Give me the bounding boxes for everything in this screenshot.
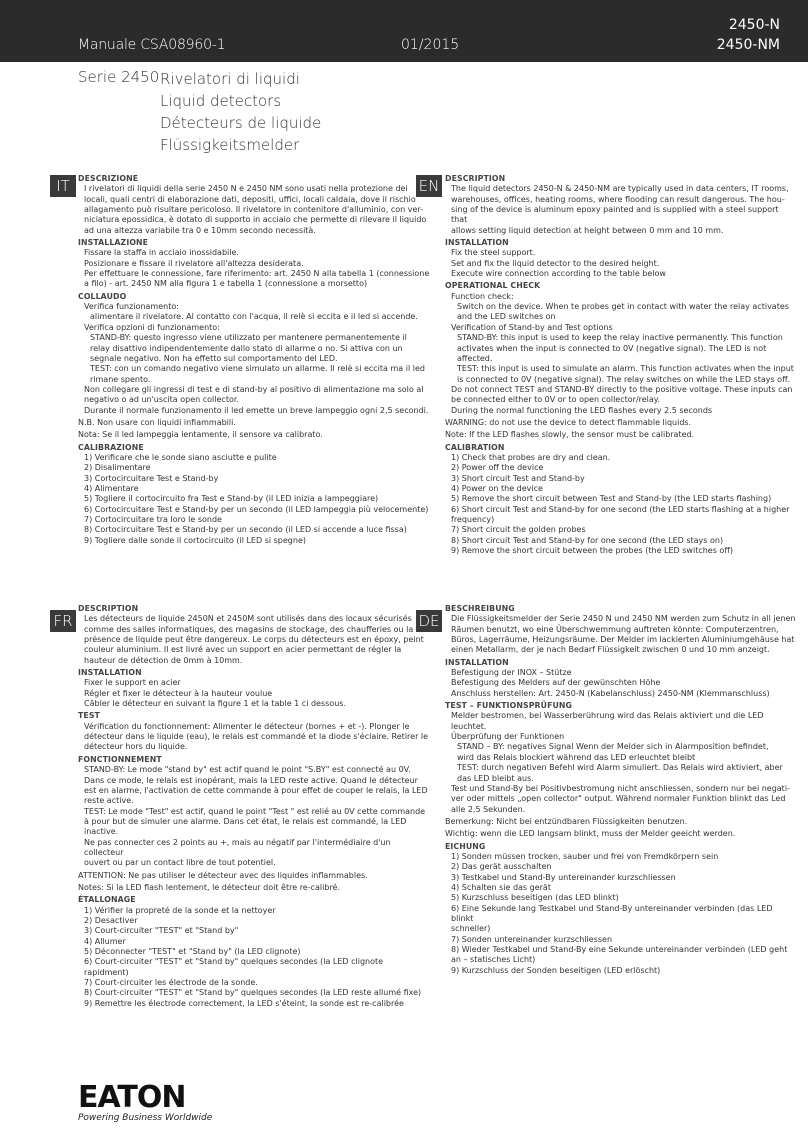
text-line: inactive.	[84, 827, 119, 837]
text-line: schneller)	[451, 924, 491, 934]
section-heading: TEST	[78, 711, 100, 721]
text-line: 9) Togliere dalle sonde il cortocircuito (il LED si spegne)	[84, 535, 306, 545]
section-heading: FONCTIONNEMENT	[78, 754, 162, 764]
text-line: Verifica funzionamento:	[84, 302, 179, 312]
text-line: Nota: Se il led lampeggia lentamente, il sensore va calibrato.	[78, 430, 323, 440]
text-line: Per effettuare le connessione, fare riferimento: art. 2450 N alla tabella 1 (connessione	[84, 269, 430, 279]
text-line: an – statisches Licht)	[451, 955, 536, 965]
text-line: comme des salles informatiques, des magasins de stockage, des chaufferies ou la	[84, 624, 414, 634]
section-heading: BESCHREIBUNG	[445, 604, 515, 613]
text-line: Befestigung der INOX – Stütze	[451, 668, 572, 678]
text-line: détecteur dans le liquide (eau), le relais est commandé et la diode s'éclaire. Retirer le	[84, 732, 429, 742]
section-heading: OPERATIONAL CHECK	[445, 281, 541, 291]
brand-wordmark: EATON	[78, 1080, 186, 1115]
section-heading: EICHUNG	[445, 841, 486, 851]
text-line: Fissare la staffa in acciaio inossidabile.	[84, 248, 239, 258]
text-line: hauteur de détection de 0mm à 10mm.	[84, 655, 243, 665]
section-heading: INSTALLATION	[445, 657, 509, 667]
text-line: wird das Relais blockiert während das LED erleuchtet bleibt	[457, 752, 696, 762]
text-line: einen Metallarm, der je nach Bedarf Flüssigkeit zwischen 0 und 10 mm anzeigt.	[451, 645, 770, 655]
section-heading: INSTALLATION	[78, 668, 142, 678]
text-line: 4) Alimentare	[84, 483, 139, 493]
section-heading: COLLAUDO	[78, 291, 127, 301]
section-heading: ÉTALLONAGE	[78, 895, 136, 905]
text-line: Câbler le détecteur en suivant la figure 1 et la table 1 ci dessous.	[84, 699, 346, 709]
text-line: alle 2,5 Sekunden.	[451, 804, 526, 814]
text-line: 4) Allumer	[84, 936, 126, 946]
text-line: a filo) - art. 2450 NM alla figura 1 e tabella 1 (connessione a morsetto)	[84, 279, 368, 289]
text-line: Melder bestromen, bei Wasserberührung wird das Relais aktiviert und die LED	[451, 711, 764, 721]
text-line: STAND – BY: negatives Signal Wenn der Melder sich in Alarmposition befindet,	[457, 742, 769, 752]
text-line: rapidment)	[84, 967, 129, 977]
text-line: 6) Court-circuiter "TEST" et "Stand by" quelques secondes (la LED clignote	[84, 957, 384, 967]
text-line: Überprüfung der Funktionen	[451, 732, 565, 742]
text-line: negativo o ad un'uscita open collector.	[84, 395, 239, 405]
text-line: 7) Court-circuiter les électrode de la sonde.	[84, 978, 258, 988]
text-line: 3) Testkabel und Stand-By untereinander kurzschliessen	[451, 872, 676, 882]
text-line: The liquid detectors 2450-N & 2450-NM are typically used in data centers, IT rooms,	[451, 184, 789, 194]
text-line: Verifica opzioni di funzionamento:	[84, 322, 220, 332]
section-en	[445, 174, 797, 556]
text-line: Ne pas connecter ces 2 points au +, mais au négatif par l'intermédiaire d'un collecteur	[84, 837, 391, 857]
text-line: Räumen benutzt, wo eine Überschwemmung auftreten könnte: Computerzentren,	[451, 624, 779, 634]
text-line: couleur aluminium. Il est livré avec un support en acier permettant de régler la	[84, 645, 402, 655]
text-line: 5) Déconnecter "TEST" et "Stand by" (la LED clignote)	[84, 947, 301, 956]
text-line: STAND-BY: questo ingresso viene utilizzato per mantenere permanentemente il	[90, 333, 407, 343]
text-line: 3) Cortocircuitare Test e Stand-by	[84, 473, 219, 483]
text-line: à pour but de simuler une alarme. Dans cet état, le relais est commandé, la LED	[84, 816, 407, 826]
lang-tag-de: DE	[416, 610, 442, 632]
text-line: reste active.	[84, 796, 134, 806]
text-line: 2) Power off the device	[451, 463, 544, 473]
text-line: TEST: con un comando negativo viene simulato un allarme. Il relè si eccita ma il led	[90, 364, 425, 374]
text-line: is connected to 0V (negative signal). The relay switches on while the LED stays off.	[457, 374, 791, 384]
text-line: TEST: durch negativen Befehl wird Alarm simuliert. Das Relais wird aktiviert, aber	[457, 763, 783, 773]
text-line: Wichtig: wenn die LED langsam blinkt, muss der Melder geeicht werden.	[445, 829, 736, 839]
text-line: TEST: Le mode "Test" est actif, quand le point "Test " est relié au 0V cette commande	[84, 806, 426, 816]
text-line: Fix the steel support.	[451, 248, 536, 258]
text-line: 7) Cortocircuitare tra loro le sonde	[84, 515, 222, 524]
text-line: Function check:	[451, 291, 514, 301]
text-line: Bemerkung: Nicht bei entzündbaren Flüssigkeiten benutzen.	[445, 816, 688, 826]
section-fr	[78, 604, 430, 1009]
text-line: présence de liquide peut être dangereux. Le corps du détecteurs est en époxy, peint	[84, 635, 424, 645]
section-heading: INSTALLATION	[445, 238, 509, 248]
title-en: Liquid detectors	[160, 92, 282, 110]
title-fr: Détecteurs de liquide	[160, 114, 322, 132]
text-line: 4) Schalten sie das gerät	[451, 882, 551, 892]
section-heading: TEST – FUNKTIONSPRÜFUNG	[445, 701, 573, 711]
text-line: 9) Remove the short circuit between the probes (the LED switches off)	[451, 546, 733, 556]
text-line: frequency)	[451, 515, 495, 524]
text-line: 5) Remove the short circuit between Test and Stand-by (the LED starts flashing)	[451, 494, 772, 504]
text-line: affected.	[457, 353, 493, 363]
text-line: N.B. Non usare con liquidi infiammabili.	[78, 417, 236, 427]
text-line: 8) Court-circuiter "TEST" et "Stand by" quelques secondes (la LED reste allumé fixe)	[84, 988, 422, 998]
text-line: 8) Cortocircuitare Test e Stand-by per un secondo (il LED si accende a luce fissa)	[84, 525, 407, 535]
section-it	[78, 174, 430, 546]
text-line: 2) Disalimentare	[84, 463, 151, 473]
text-line: relay disattivo indipendentemente dallo stato di allarme o no. Si attiva con un	[90, 343, 403, 353]
text-line: sing of the device is aluminum epoxy painted and is supplied with a steel support that	[451, 205, 779, 225]
text-line: Dans ce mode, le relais est inopérant, mais la LED reste active. Quand le détecteur	[84, 775, 418, 785]
text-line: During the normal functioning the LED flashes every 2.5 seconds	[451, 405, 713, 415]
brand-tagline: Powering Business Worldwide	[78, 1113, 213, 1123]
text-line: allagamento può risultare pericoloso. Il rivelatore in contenitore d'alluminio, con ver-	[84, 205, 424, 215]
text-line: 7) Short circuit the golden probes	[451, 525, 586, 535]
title-block	[160, 68, 321, 156]
header-bar	[0, 0, 808, 62]
text-line: allows setting liquid detection at height between 0 mm and 10 mm.	[451, 225, 724, 235]
text-line: Notes: Si la LED flash lentement, le détecteur doit être re-calibré.	[78, 882, 341, 892]
publication-date: 01/2015	[401, 37, 460, 53]
text-line: locali, quali centri di elaborazione dati, depositi, uffici, locali caldaia, dove il rischio	[84, 194, 416, 204]
lang-tag-it: IT	[50, 175, 76, 197]
text-line: Büros, Lagerräume, Heizungsräume. Der Melder im lackierten Aluminiumgehäuse hat	[451, 635, 795, 645]
lang-tag-fr: FR	[50, 610, 76, 632]
title-de: Flüssigkeitsmelder	[160, 136, 300, 154]
text-line: est en alarme, l'activation de cette commande à pour effet de couper le relais, la LED	[84, 785, 428, 795]
text-line: be connected either to 0V or to open collector/relay.	[451, 395, 660, 405]
text-line: détecteur hors du liquide.	[84, 742, 188, 752]
text-line: TEST: this input is used to simulate an alarm. This function activates when the input	[457, 364, 794, 374]
title-it: Rivelatori di liquidi	[160, 70, 300, 88]
section-heading: CALIBRAZIONE	[78, 442, 144, 452]
text-line: Set and fix the liquid detector to the desired height.	[451, 258, 660, 268]
section-heading: DESCRIZIONE	[78, 174, 139, 183]
text-line: Test und Stand-By bei Positivbestromung nicht anschliessen, sondern nur bei negati-	[451, 783, 790, 793]
text-line: 3) Short circuit Test and Stand-by	[451, 473, 585, 483]
text-line: 6) Cortocircuitare Test e Stand-by per un secondo (il LED lampeggia più velocemente)	[84, 504, 429, 514]
text-line: 6) Short circuit Test and Stand-by for one second (the LED starts flashing at a higher	[451, 504, 790, 514]
text-line: Les détecteurs de liquide 2450N et 2450M sont utilisés dans des locaux sécurisés	[84, 614, 412, 624]
section-de	[445, 604, 797, 976]
text-line: 6) Eine Sekunde lang Testkabel und Stand-By untereinander verbinden (das LED blinkt	[451, 903, 773, 923]
lang-tag-en: EN	[416, 175, 442, 197]
text-line: Note: If the LED flashes slowly, the sensor must be calibrated.	[445, 430, 695, 440]
text-line: leuchtet.	[451, 721, 487, 731]
text-line: rimane spento.	[90, 374, 151, 384]
text-line: ouvert ou par un contact libre de tout potentiel.	[84, 858, 276, 868]
text-line: Anschluss herstellen: Art. 2450-N (Kabelanschluss) 2450-NM (Klemmanschluss)	[451, 688, 770, 698]
text-line: 2) Das gerät ausschalten	[451, 862, 552, 872]
text-line: 5) Kurzschluss beseitigen (das LED blinkt)	[451, 893, 619, 903]
text-line: Régler et fixer le détecteur à la hauteur voulue	[84, 688, 273, 698]
text-line: 5) Togliere il cortocircuito fra Test e Stand-by (il LED inizia a lampeggiare)	[84, 494, 379, 504]
section-heading: DESCRIPTION	[445, 174, 506, 183]
text-line: 3) Court-circuiter "TEST" et "Stand by"	[84, 926, 239, 936]
text-line: 9) Kurzschluss der Sonden beseitigen (LED erlöscht)	[451, 965, 661, 975]
text-line: and the LED switches on	[457, 312, 556, 322]
text-line: Do not connect TEST and STAND-BY directly to the positive voltage. These inputs can	[451, 384, 793, 394]
text-line: 8) Wieder Testkabel und Stand-By eine Sekunde untereinander verbinden (LED geht	[451, 945, 788, 954]
text-line: warehouses, offices, heating rooms, where flooding can result dangerous. The hou-	[451, 194, 785, 204]
text-line: 1) Verificare che le sonde siano asciutte e pulite	[84, 452, 277, 462]
section-heading: INSTALLAZIONE	[78, 238, 149, 248]
text-line: WARNING: do not use the device to detect flammable liquids.	[445, 417, 692, 427]
manual-number: Manuale CSA08960-1	[78, 37, 226, 53]
text-line: das LED bleibt aus.	[457, 773, 534, 783]
section-heading: CALIBRATION	[445, 442, 505, 452]
text-line: 4) Power on the device	[451, 483, 543, 493]
text-line: STAND-BY: Le mode "stand by" est actif quand le point "S.BY" est connecté au 0V.	[84, 765, 411, 775]
text-line: 1) Vérifier la propreté de la sonde et la nettoyer	[84, 905, 276, 915]
text-line: I rivelatori di liquidi della serie 2450 N e 2450 NM sono usati nella protezione dei	[84, 184, 408, 194]
text-line: activates when the input is connected to 0V (negative signal). The LED is not	[457, 343, 767, 353]
text-line: Non collegare gli ingressi di test e di stand-by al positivo di alimentazione ma solo al	[84, 384, 424, 394]
text-line: Die Flüssigkeitsmelder der Serie 2450 N und 2450 NM werden zum Schutz in all jenen	[451, 614, 796, 624]
text-line: 9) Remettre les électrode correctement, la LED s'éteint, la sonde est re-calibrée	[84, 998, 404, 1008]
text-line: Fixer le support en acier	[84, 678, 181, 688]
text-line: 1) Sonden müssen trocken, sauber und frei von Fremdkörpern sein	[451, 851, 719, 861]
eaton-logo	[78, 1080, 212, 1123]
model-2450-n: 2450-N	[728, 17, 780, 33]
text-line: Execute wire connection according to the table below	[451, 269, 666, 279]
text-line: ver oder mittels „open collector" output. Während normaler Funktion blinkt das Led	[451, 794, 786, 804]
text-line: Verification of Stand-by and Test options	[451, 322, 613, 332]
text-line: Vérification du fonctionnement: Alimenter le détecteur (bornes + et -). Plonger le	[84, 721, 410, 731]
text-line: alimentare il rivelatore. Al contatto con l'acqua, il relè si eccita e il led si accende.	[90, 312, 418, 322]
model-2450-nm: 2450-NM	[716, 37, 780, 53]
text-line: Posizionare e fissare il rivelatore all'altezza desiderata.	[84, 258, 304, 268]
text-line: Switch on the device. When te probes get in contact with water the relay activates	[457, 302, 789, 312]
text-line: niciatura epossidica, è dotato di supporto in acciaio che permette di rilevare il liquido	[84, 215, 427, 225]
text-line: 2) Desactiver	[84, 915, 138, 925]
text-line: Befestigung des Melders auf der gewünschten Höhe	[451, 678, 661, 688]
text-line: ATTENTION: Ne pas utiliser le détecteur avec des liquides inflammables.	[78, 870, 368, 880]
series-label: Serie 2450	[78, 68, 160, 86]
section-heading: DESCRIPTION	[78, 604, 139, 613]
text-line: segnale negativo. Non ha effetto sul comportamento del LED.	[90, 353, 338, 363]
text-line: Durante il normale funzionamento il led emette un breve lampeggio ogni 2,5 secondi.	[84, 405, 429, 415]
text-line: 1) Check that probes are dry and clean.	[451, 452, 611, 462]
text-line: 7) Sonden untereinander kurzschliessen	[451, 934, 613, 944]
text-line: 8) Short circuit Test and Stand-by for one second (the LED stays on)	[451, 535, 724, 545]
text-line: ad una altezza variabile tra 0 e 10mm secondo necessità.	[84, 225, 316, 235]
text-line: STAND-BY: this input is used to keep the relay inactive permanently. This function	[457, 333, 783, 343]
